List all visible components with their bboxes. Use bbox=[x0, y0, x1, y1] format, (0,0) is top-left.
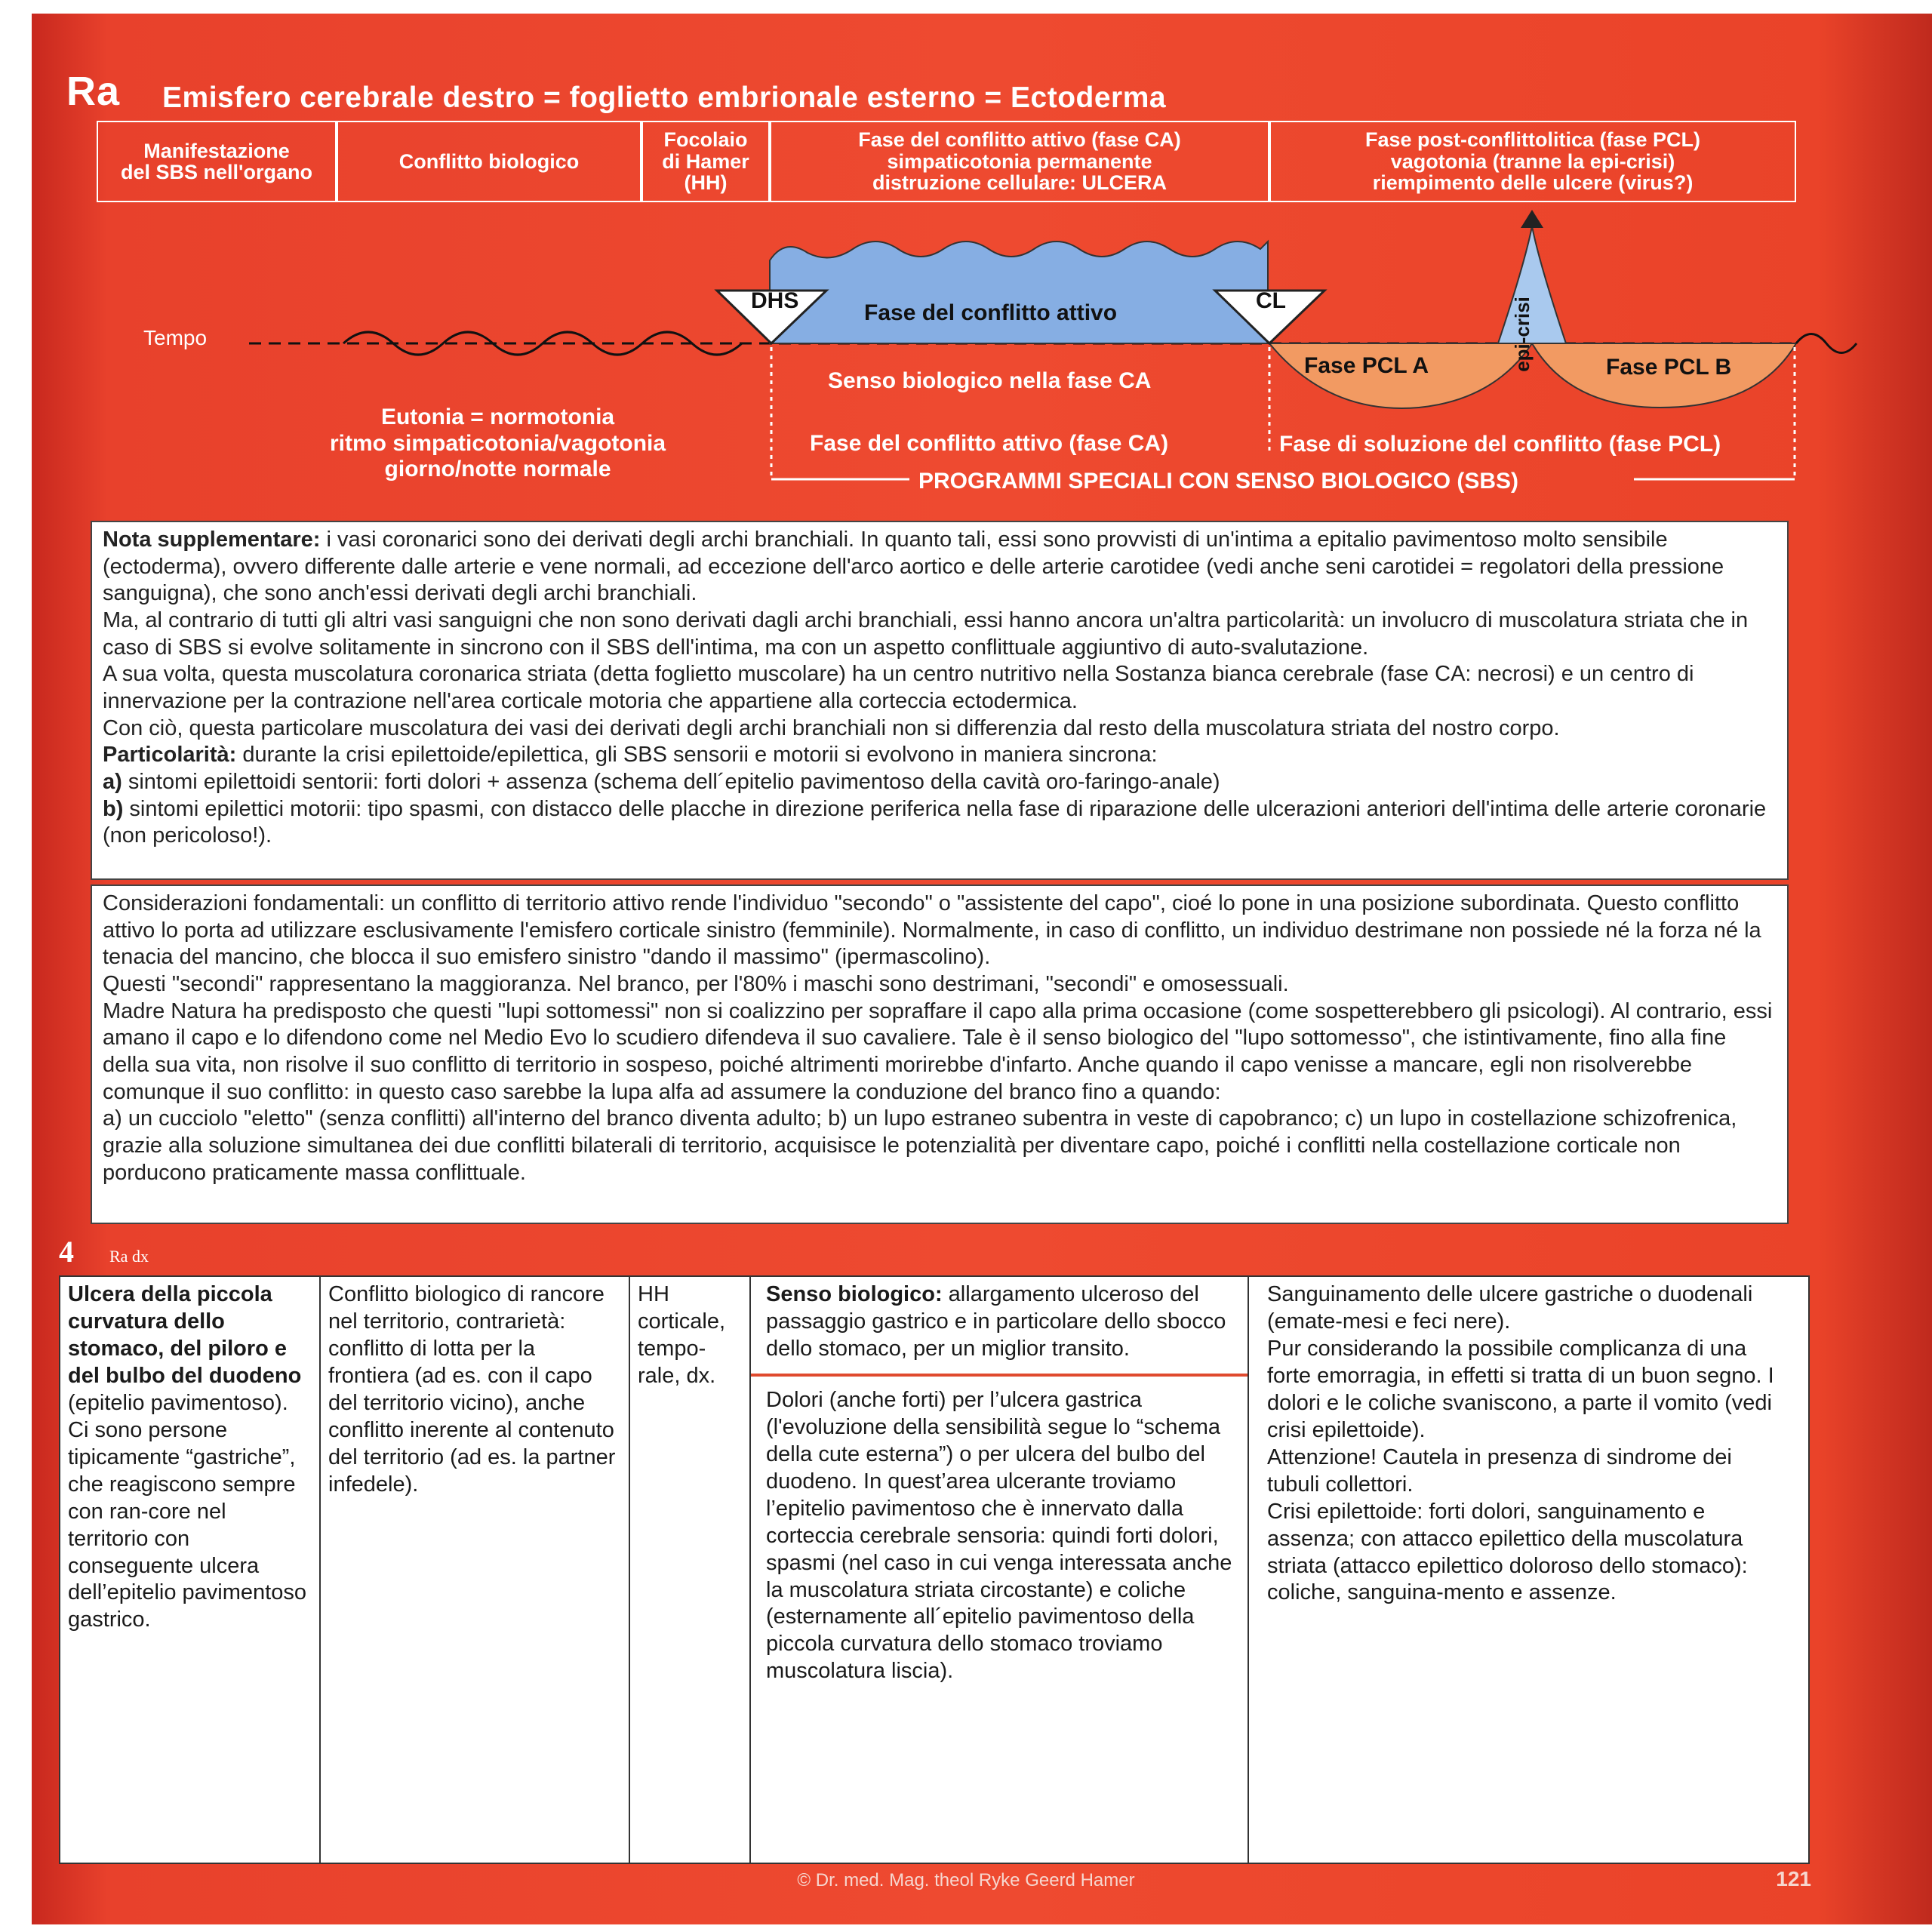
note-bold-particularity: Particolarità: bbox=[103, 743, 237, 768]
note-p5: durante la crisi epilettoide/epilettica, gli SBS sensorii e motorii si evolvono in maniera sincrona: bbox=[236, 743, 1158, 768]
pcl-p2: Pur considerando la possibile complicanza di una forte emorragia, in effetti si tratta di un buon segno. I dolori e le coliche svaniscono, a parte il vomito (vedi crisi epilettoide). bbox=[1267, 1336, 1774, 1442]
phase-ca-label: Fase del conflitto attivo (fase CA) bbox=[810, 431, 1169, 456]
column-header-manifestation: Manifestazione del SBS nell'organo bbox=[97, 121, 337, 202]
biological-sense-text: allargamento ulceroso del passaggio gastrico e in particolare dello sbocco dello stomaco, per un miglior transito. bbox=[766, 1282, 1226, 1361]
pcl-p3: Attenzione! Cautela in presenza di sindrome dei tubuli collettori. bbox=[1267, 1444, 1732, 1497]
organ-epithelium: (epitelio pavimentoso). bbox=[68, 1390, 288, 1415]
page-number: 121 bbox=[1776, 1867, 1811, 1890]
header-title: Emisfero cerebrale destro = foglietto embrionale esterno = Ectoderma bbox=[162, 82, 1167, 114]
organ-title: Ulcera della piccola curvatura dello stomaco, del piloro e del bulbo del duodeno bbox=[68, 1282, 302, 1388]
note-b-label: b) bbox=[103, 796, 124, 821]
pcl-p1: Sanguinamento delle ulcere gastriche o duodenali (emate-mesi e feci nere). bbox=[1267, 1282, 1753, 1334]
note-bold-label: Nota supplementare: bbox=[103, 528, 321, 552]
epi-crisi-arrow bbox=[1521, 210, 1543, 228]
sbs-label: PROGRAMMI SPECIALI CON SENSO BIOLOGICO (SBS) bbox=[918, 469, 1519, 494]
copyright-footer: © Dr. med. Mag. theol Ryke Geerd Hamer bbox=[797, 1870, 1135, 1890]
section-subtitle: Ra dx bbox=[109, 1247, 149, 1266]
cell-hamer-focus: HH corticale, tempo-rale, dx. bbox=[630, 1277, 751, 1863]
considerations-p2: Questi "secondi" rappresentano la maggioranza. Nel branco, per l'80% i maschi sono destrimani, "secondi" e omosessuali. bbox=[103, 971, 1289, 996]
cell-organ-manifestation bbox=[60, 1277, 321, 1863]
active-phase-area bbox=[770, 242, 1268, 343]
biological-sense-label: Senso biologico: bbox=[766, 1282, 943, 1306]
epi-crisi-label: epi-crisi bbox=[1510, 297, 1534, 372]
end-wave bbox=[1796, 334, 1857, 353]
considerations-p3: Madre Natura ha predisposto che questi "lupi sottomessi" non si coalizzino per sopraffare il capo alla prima occasione (come sospetterebbero gli psicologi). Al contrario, essi amano il capo e lo difendono come nel Medio Evo lo scudiero difendeva il suo cavaliere. Tale è il senso biologico del "lupo sottomesso", che istintivamente, fino alla fine della sua vita, non risolve il suo conflitto di territorio in sospeso, poiché altrimenti morirebbe d'infarto. Anche quando il capo venisse a mancare, egli non risolverebbe comunque il suo conflitto: in questo caso sarebbe la lupa alfa ad assumere la conduzione del branco fino a quando: bbox=[103, 998, 1773, 1104]
fundamental-considerations bbox=[91, 884, 1789, 1224]
eutonia-label: Eutonia = normotonia ritmo simpaticotonia/vagotonia giorno/notte normale bbox=[330, 405, 666, 481]
tempo-label: Tempo bbox=[143, 326, 208, 349]
biological-sense-block bbox=[751, 1277, 1247, 1377]
considerations-p1: Considerazioni fondamentali: un conflitto di territorio attivo rende l'individuo "secondo" o "assistente del capo", cioé lo pone in una posizione subordinata. Questo conflitto attivo lo porta ad utilizzare esclusivamente l'emisfero corticale sinistro (femminile). Normalmente, in caso di conflitto, un individuo destrimane non possiede né la forza né la tenacia del mancino, che blocca il suo emisfero sinistro "dando il massimo" (ipermascolino). bbox=[103, 891, 1761, 970]
note-p3: A sua volta, questa muscolatura coronarica striata (detta foglietto muscolare) ha un centro nutritivo nella Sostanza bianca cerebrale (fase CA: necrosi) e un centro di innervazione per la contrazione nell'area corticale motoria che appartiene alla corteccia ectodermica. bbox=[103, 662, 1694, 713]
considerations-p4: a) un cucciolo "eletto" (senza conflitti) all'interno del branco diventa adulto; b) un lupo estraneo subentra in veste di capobranco; c) un lupo in costellazione schizofrenica, grazie alla soluzione simultanea dei due conflitti bilaterali di territorio, acquisisce le potenzialità per diventare capo, poiché i conflitti nella costellazione corticale non porducono praticamente massa conflittuale. bbox=[103, 1106, 1737, 1185]
note-a-text: sintomi epilettoidi sentorii: forti dolori + assenza (schema dell´epitelio pavimentoso della cavità oro-faringo-anale) bbox=[122, 769, 1220, 794]
supplementary-note bbox=[91, 521, 1789, 880]
column-header-pcl-phase: Fase post-conflittolitica (fase PCL) vagotonia (tranne la epi-crisi) riempimento delle ulcere (virus?) bbox=[1269, 121, 1796, 202]
note-b-text: sintomi epilettici motorii: tipo spasmi, con distacco delle placche in direzione periferica nella fase di riparazione delle ulcerazioni anteriori dell'intima delle arterie coronarie (non pericoloso!). bbox=[103, 796, 1767, 848]
pcl-b-label: Fase PCL B bbox=[1606, 355, 1732, 380]
pcl-a-label: Fase PCL A bbox=[1304, 353, 1429, 378]
note-a-label: a) bbox=[103, 769, 122, 794]
dhs-label: DHS bbox=[751, 288, 799, 313]
sbs-table bbox=[59, 1275, 1810, 1864]
active-phase-symptoms: Dolori (anche forti) per l’ulcera gastrica (l'evoluzione della sensibilità segue lo “schema della cute esterna”) o per ulcera del bulbo del duodeno. In quest’area ulcerante troviamo l’epitelio pavimentoso che è innervato dalla corteccia cerebrale sensoria: quindi forti dolori, spasmi (nel caso in cui venga interessata anche la muscolatura striata circostante) e coliche (esternamente all´epitelio pavimentoso della piccola curvatura dello stomaco troviamo muscolatura liscia). bbox=[766, 1387, 1232, 1684]
active-phase-label: Fase del conflitto attivo bbox=[864, 300, 1118, 325]
note-p1: i vasi coronarici sono dei derivati degli archi branchiali. In quanto tali, essi sono provvisti di un'intima a epitalio pavimentoso molto sensibile (ectoderma), ovvero differente dalle arterie e vene normali, ad eccezione dell'arco aortico e delle arterie carotidee (vedi anche seni carotidei = regolatori della pressione sanguigna), che sono anch'essi derivati degli archi branchiali. bbox=[103, 528, 1724, 606]
column-header-conflict: Conflitto biologico bbox=[337, 121, 641, 202]
cell-active-phase bbox=[751, 1277, 1249, 1863]
note-p4: Con ciò, questa particolare muscolatura dei vasi dei derivati degli archi branchiali non si differenzia dal resto della muscolatura striata del nostro corpo. bbox=[103, 715, 1560, 740]
phase-pcl-label: Fase di soluzione del conflitto (fase PCL) bbox=[1279, 432, 1721, 457]
column-header-active-phase: Fase del conflitto attivo (fase CA) simpaticotonia permanente distruzione cellulare: ULCERA bbox=[770, 121, 1269, 202]
cell-biological-conflict: Conflitto biologico di rancore nel territorio, contrarietà: conflitto di lotta per la frontiera (ad es. con il capo del territorio vicino), anche conflitto inerente al contenuto del territorio (ad es. la partner infedele). bbox=[321, 1277, 630, 1863]
column-header-hamer-focus: Focolaio di Hamer (HH) bbox=[641, 121, 770, 202]
senso-ca-label: Senso biologico nella fase CA bbox=[828, 368, 1152, 393]
section-number: 4 bbox=[59, 1235, 74, 1269]
organ-description: Ci sono persone tipicamente “gastriche”, che reagiscono sempre con ran-core nel territorio con conseguente ulcera dell’epitelio pavimentoso gastrico. bbox=[68, 1417, 306, 1632]
cell-pcl-phase bbox=[1249, 1277, 1808, 1863]
note-p2: Ma, al contrario di tutti gli altri vasi sanguigni che non sono derivati dagli archi branchiali, essi hanno ancora un'altra particolarità: un involucro di muscolatura striata che in caso di SBS si evolve solitamente in sincrono con il SBS dell'intima, ma con un aspetto conflittuale aggiuntivo di auto-svalutazione. bbox=[103, 608, 1749, 660]
cl-label: CL bbox=[1256, 288, 1286, 313]
pcl-p4: Crisi epilettoide: forti dolori, sanguinamento e assenza; con attacco epilettico della muscolatura striata (attacco epilettico doloroso dello stomaco): coliche, sanguina-mento e assenze. bbox=[1267, 1499, 1748, 1605]
header-code: Ra bbox=[66, 69, 121, 114]
